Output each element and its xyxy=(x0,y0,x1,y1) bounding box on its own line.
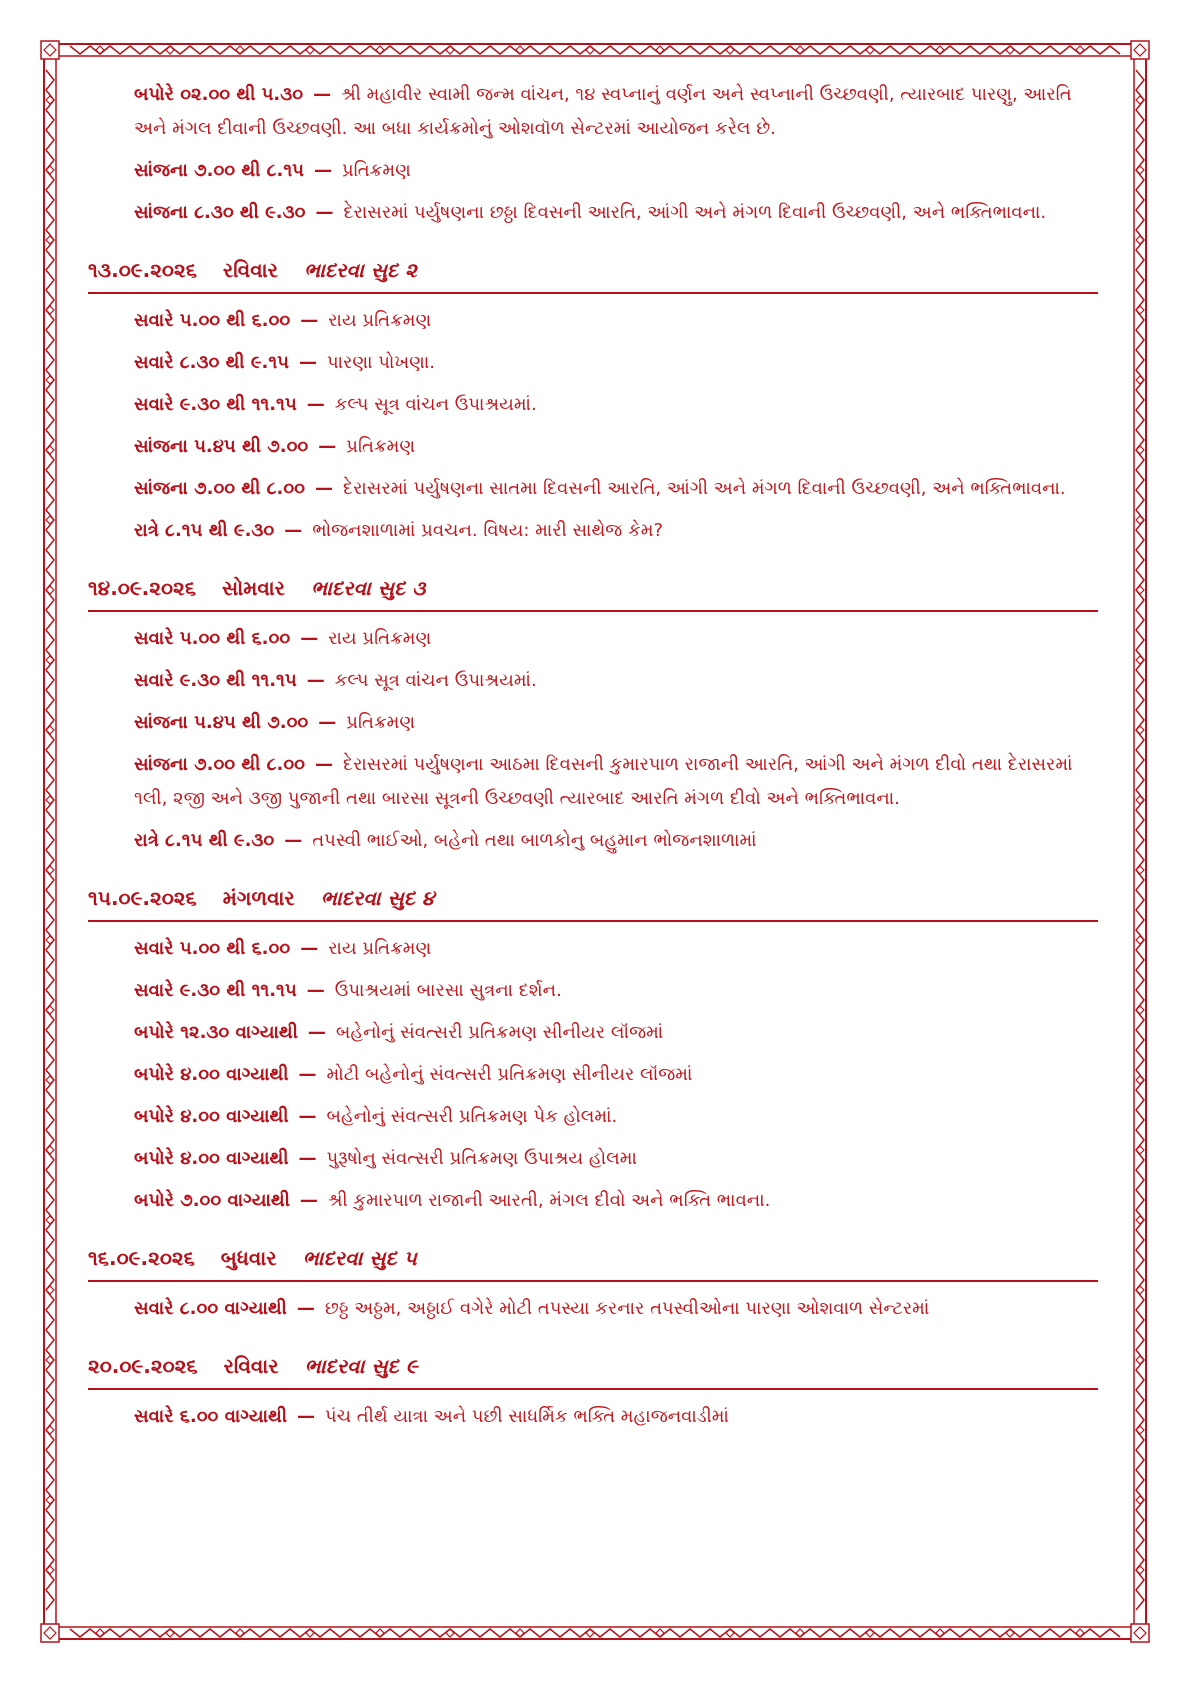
entry-description: દેરાસરમાં પર્યુષણના સાતમા દિવસની આરતિ, આંગી અને મંગળ દિવાની ઉચ્છવણી, અને ભક્તિભાવના. xyxy=(343,478,1066,499)
border-motif xyxy=(1136,446,1144,454)
day-tithi: ભાદરવા સુદ ૩ xyxy=(311,576,426,600)
entry-separator: — xyxy=(300,628,319,649)
schedule-entry xyxy=(88,1016,1098,1050)
schedule-entry xyxy=(88,514,1098,548)
border-motif xyxy=(936,1629,944,1637)
entry-description: કલ્પ સૂત્ર વાંચન ઉપાશ્રયમાં. xyxy=(334,394,537,415)
entry-description: દેરાસરમાં પર્યુષણના છઠ્ઠા દિવસની આરતિ, આંગી અને મંગળ દિવાની ઉચ્છવણી, અને ભક્તિભાવના. xyxy=(343,202,1047,223)
border-motif xyxy=(46,586,54,594)
schedule-entry xyxy=(88,1100,1098,1134)
border-motif xyxy=(866,46,874,54)
day-heading xyxy=(88,1246,1098,1282)
border-motif xyxy=(726,1629,734,1637)
schedule-entry xyxy=(88,974,1098,1008)
entry-separator: — xyxy=(314,160,332,181)
border-motif xyxy=(46,1426,54,1434)
entry-description: છઠ્ઠ અઠ્ઠમ, અઠ્ઠાઈ વગેરે મોટી તપસ્યા કરનાર તપસ્વીઓના પારણા ઓશવાળ સેન્ટરમાં xyxy=(324,1298,930,1319)
border-motif xyxy=(46,306,54,314)
border-motif xyxy=(1136,1006,1144,1014)
schedule-entry xyxy=(88,388,1098,422)
entry-time: સાંજના ૭.૦૦ થી ૮.૧૫ xyxy=(134,160,304,181)
schedule-entry xyxy=(88,1184,1098,1218)
schedule-entry xyxy=(88,622,1098,656)
day-section xyxy=(88,1246,1098,1326)
intro-entries xyxy=(88,78,1098,230)
entry-description: બહેનોનું સંવત્સરી પ્રતિક્રમણ સીનીયર લૉંજમાં xyxy=(335,1022,664,1043)
entry-time: સવારે ૮.૦૦ વાગ્યાથી xyxy=(134,1298,287,1319)
border-motif xyxy=(46,1566,54,1574)
schedule-entry xyxy=(88,472,1098,506)
day-weekday: રવિવાર xyxy=(222,258,278,282)
entry-description: પ્રતિક્રમણ xyxy=(342,160,411,181)
entry-separator: — xyxy=(298,352,317,373)
day-entries xyxy=(88,294,1098,548)
border-motif xyxy=(656,1629,664,1637)
border-motif xyxy=(1076,46,1084,54)
border-motif xyxy=(46,1076,54,1084)
entry-separator: — xyxy=(313,84,332,105)
border-motif xyxy=(46,726,54,734)
border-motif xyxy=(446,1629,454,1637)
border-motif xyxy=(1136,516,1144,524)
entry-description: રાય પ્રતિક્રમણ xyxy=(328,938,432,959)
entry-separator: — xyxy=(315,754,334,775)
entry-time: સવારે ૫.૦૦ થી ૬.૦૦ xyxy=(134,310,291,331)
entry-description: પ્રતિક્રમણ xyxy=(346,712,416,733)
border-motif xyxy=(446,46,454,54)
entry-time: સાંજના ૫.૪૫ થી ૭.૦૦ xyxy=(134,712,309,733)
border-motif xyxy=(866,1629,874,1637)
schedule-entry xyxy=(88,748,1098,816)
day-tithi: ભાદરવા સુદ ૯ xyxy=(304,1354,418,1378)
entry-time: બપોરે ૦૨.૦૦ થી ૫.૩૦ xyxy=(134,84,304,105)
day-weekday: રવિવાર xyxy=(223,1354,279,1378)
schedule-entry xyxy=(88,78,1098,146)
entry-separator: — xyxy=(299,1190,318,1211)
border-motif xyxy=(46,1216,54,1224)
day-entries xyxy=(88,612,1098,858)
border-motif xyxy=(1136,1566,1144,1574)
border-motif xyxy=(376,46,384,54)
day-weekday: મંગળવાર xyxy=(222,886,295,910)
entry-time: બપોરે ૭.૦૦ વાગ્યાથી xyxy=(134,1190,290,1211)
border-motif xyxy=(46,1286,54,1294)
border-motif xyxy=(1136,236,1144,244)
border-motif xyxy=(1136,1356,1144,1364)
border-motif xyxy=(1136,1146,1144,1154)
day-date: ૧૪.૦૯.૨૦૨૬ xyxy=(88,576,196,600)
border-motif xyxy=(46,376,54,384)
border-motif xyxy=(1136,306,1144,314)
border-motif xyxy=(516,46,524,54)
day-tithi: ભાદરવા સુદ ૪ xyxy=(320,886,435,910)
entry-description: ઉપાશ્રયમાં બારસા સુત્રના દર્શન. xyxy=(334,980,562,1001)
entry-time: બપોરે ૪.૦૦ વાગ્યાથી xyxy=(134,1148,289,1169)
entry-description: પ્રતિક્રમણ xyxy=(346,436,416,457)
day-weekday: બુધવાર xyxy=(220,1246,277,1270)
border-motif xyxy=(1006,1629,1014,1637)
border-motif xyxy=(586,46,594,54)
schedule-entry xyxy=(88,196,1098,230)
day-heading xyxy=(88,886,1098,922)
entry-description: શ્રી મહાવીર સ્વામી જન્મ વાંચન, ૧૪ સ્વપ્નાનું વર્ણન અને સ્વપ્નાની ઉચ્છવણી, ત્યારબાદ પારણુ, આરતિ અને મંગલ દીવાની ઉચ્છવણી. આ બધા કાર્યક્રમોનું ઓશવૉળ સેન્ટરમાં આયોજન કરેલ છે. xyxy=(134,84,1072,139)
border-motif xyxy=(1076,1629,1084,1637)
entry-description: શ્રી કુમારપાળ રાજાની આરતી, મંગલ દીવો અને ભક્તિ ભાવના. xyxy=(327,1190,771,1211)
entry-separator: — xyxy=(306,980,325,1001)
entry-time: રાત્રે ૮.૧૫ થી ૯.૩૦ xyxy=(134,830,275,851)
border-motif xyxy=(1136,1496,1144,1504)
entry-time: સવારે ૫.૦૦ થી ૬.૦૦ xyxy=(134,938,291,959)
day-section xyxy=(88,1354,1098,1434)
entry-separator: — xyxy=(306,670,325,691)
entry-time: બપોરે ૪.૦૦ વાગ્યાથી xyxy=(134,1106,289,1127)
entry-description: રાય પ્રતિક્રમણ xyxy=(328,310,432,331)
entry-separator: — xyxy=(298,1064,317,1085)
border-motif xyxy=(46,516,54,524)
border-motif xyxy=(1136,1426,1144,1434)
schedule-entry xyxy=(88,304,1098,338)
entry-description: ભોજનશાળામાં પ્રવચન. વિષય: મારી સાથેજ કેમ? xyxy=(312,520,663,541)
border-motif xyxy=(236,46,244,54)
entry-description: બહેનોનું સંવત્સરી પ્રતિક્રમણ પેક હોલમાં. xyxy=(326,1106,618,1127)
border-motif xyxy=(1136,376,1144,384)
border-motif xyxy=(1136,726,1144,734)
entry-description: દેરાસરમાં પર્યુષણના આઠમા દિવસની કુમારપાળ રાજાની આરતિ, આંગી અને મંગળ દીવો તથા દેરાસરમાં ૧લી, ૨જી અને ૩જી પુજાની તથા બારસા સૂત્રની ઉચ્છવણી ત્યારબાદ આરતિ મંગળ દીવો અને ભક્તિભાવના. xyxy=(134,754,1073,809)
entry-separator: — xyxy=(306,394,325,415)
day-date: ૧૩.૦૯.૨૦૨૬ xyxy=(88,258,197,282)
entry-time: સવારે ૫.૦૦ થી ૬.૦૦ xyxy=(134,628,291,649)
entry-separator: — xyxy=(318,436,337,457)
entry-separator: — xyxy=(300,310,319,331)
border-motif xyxy=(46,1146,54,1154)
border-motif xyxy=(1136,96,1144,104)
day-section xyxy=(88,576,1098,858)
day-entries xyxy=(88,1282,1098,1326)
day-list xyxy=(88,258,1098,1434)
entry-separator: — xyxy=(318,712,337,733)
day-heading xyxy=(88,1354,1098,1390)
schedule-entry xyxy=(88,154,1098,188)
entry-description: પંચ તીર્થ યાત્રા અને પછી સાધર્મિક ભક્તિ મહાજનવાડીમાં xyxy=(324,1406,729,1427)
border-motif xyxy=(46,936,54,944)
entry-description: પુરૂષોનુ સંવત્સરી પ્રતિક્રમણ ઉપાશ્રય હોલમા xyxy=(326,1148,637,1169)
border-motif xyxy=(1136,796,1144,804)
schedule-entry xyxy=(88,664,1098,698)
entry-time: સાંજના ૭.૦૦ થી ૮.૦૦ xyxy=(134,478,306,499)
schedule-content xyxy=(88,78,1098,1444)
schedule-entry xyxy=(88,824,1098,858)
border-motif xyxy=(586,1629,594,1637)
border-motif xyxy=(936,46,944,54)
schedule-entry xyxy=(88,1400,1098,1434)
border-motif xyxy=(46,1006,54,1014)
border-motif xyxy=(166,46,174,54)
border-motif xyxy=(1006,46,1014,54)
entry-separator: — xyxy=(315,202,334,223)
border-motif xyxy=(46,1496,54,1504)
border-motif xyxy=(306,46,314,54)
entry-separator: — xyxy=(296,1406,315,1427)
day-weekday: સોમવાર xyxy=(222,576,286,600)
border-motif xyxy=(46,446,54,454)
day-tithi: ભાદરવા સુદ ૨ xyxy=(303,258,417,282)
border-motif xyxy=(96,46,104,54)
entry-separator: — xyxy=(284,830,303,851)
entry-time: સવારે ૯.૩૦ થી ૧૧.૧૫ xyxy=(134,980,297,1001)
day-heading xyxy=(88,576,1098,612)
entry-time: રાત્રે ૮.૧૫ થી ૯.૩૦ xyxy=(134,520,275,541)
entry-separator: — xyxy=(298,1148,317,1169)
border-motif xyxy=(1136,1286,1144,1294)
day-entries xyxy=(88,1390,1098,1434)
border-motif xyxy=(796,46,804,54)
border-motif xyxy=(796,1629,804,1637)
entry-description: પારણા પોખણા. xyxy=(326,352,435,373)
entry-time: સાંજના ૮.૩૦ થી ૯.૩૦ xyxy=(134,202,306,223)
entry-time: સવારે ૯.૩૦ થી ૧૧.૧૫ xyxy=(134,394,297,415)
border-motif xyxy=(46,796,54,804)
border-motif xyxy=(46,1356,54,1364)
day-entries xyxy=(88,922,1098,1218)
entry-separator: — xyxy=(298,1106,317,1127)
entry-description: મોટી બહેનોનું સંવત્સરી પ્રતિક્રમણ સીનીયર લૉંજમાં xyxy=(326,1064,693,1085)
border-motif xyxy=(1136,586,1144,594)
border-zigzag xyxy=(46,70,54,1610)
entry-time: બપોરે ૪.૦૦ વાગ્યાથી xyxy=(134,1064,289,1085)
border-motif xyxy=(46,236,54,244)
border-motif xyxy=(166,1629,174,1637)
entry-separator: — xyxy=(315,478,334,499)
entry-description: રાય પ્રતિક્રમણ xyxy=(328,628,432,649)
schedule-entry xyxy=(88,1292,1098,1326)
entry-separator: — xyxy=(296,1298,315,1319)
border-motif xyxy=(1136,166,1144,174)
border-motif xyxy=(1136,866,1144,874)
border-motif xyxy=(656,46,664,54)
day-section xyxy=(88,258,1098,548)
border-motif xyxy=(1136,1216,1144,1224)
border-zigzag xyxy=(1136,70,1144,1610)
border-motif xyxy=(726,46,734,54)
entry-time: સવારે ૬.૦૦ વાગ્યાથી xyxy=(134,1406,287,1427)
entry-description: કલ્પ સૂત્ર વાંચન ઉપાશ્રયમાં. xyxy=(334,670,537,691)
border-motif xyxy=(96,1629,104,1637)
schedule-entry xyxy=(88,932,1098,966)
border-motif xyxy=(46,96,54,104)
schedule-entry xyxy=(88,1142,1098,1176)
schedule-entry xyxy=(88,1058,1098,1092)
entry-time: સાંજના ૭.૦૦ થી ૮.૦૦ xyxy=(134,754,306,775)
schedule-entry xyxy=(88,346,1098,380)
border-motif xyxy=(516,1629,524,1637)
entry-description: તપસ્વી ભાઈઓ, બહેનો તથા બાળકોનુ બહુમાન ભોજનશાળામાં xyxy=(312,830,757,851)
border-zigzag xyxy=(70,1629,1120,1637)
day-date: ૧૫.૦૯.૨૦૨૬ xyxy=(88,886,197,910)
entry-time: સવારે ૮.૩૦ થી ૯.૧૫ xyxy=(134,352,289,373)
schedule-entry xyxy=(88,430,1098,464)
schedule-entry xyxy=(88,706,1098,740)
entry-time: બપોરે ૧૨.૩૦ વાગ્યાથી xyxy=(134,1022,298,1043)
entry-separator: — xyxy=(307,1022,326,1043)
entry-separator: — xyxy=(284,520,303,541)
border-zigzag xyxy=(70,46,1120,54)
day-heading xyxy=(88,258,1098,294)
day-date: ૨૦.૦૯.૨૦૨૬ xyxy=(88,1354,198,1378)
border-motif xyxy=(306,1629,314,1637)
border-motif xyxy=(1136,1076,1144,1084)
border-motif xyxy=(236,1629,244,1637)
entry-time: સાંજના ૫.૪૫ થી ૭.૦૦ xyxy=(134,436,309,457)
border-motif xyxy=(46,866,54,874)
entry-time: સવારે ૯.૩૦ થી ૧૧.૧૫ xyxy=(134,670,297,691)
day-tithi: ભાદરવા સુદ ૫ xyxy=(302,1246,417,1270)
day-section xyxy=(88,886,1098,1218)
border-motif xyxy=(46,166,54,174)
border-motif xyxy=(1136,936,1144,944)
border-motif xyxy=(1136,656,1144,664)
entry-separator: — xyxy=(300,938,319,959)
border-motif xyxy=(376,1629,384,1637)
border-motif xyxy=(46,656,54,664)
day-date: ૧૬.૦૯.૨૦૨૬ xyxy=(88,1246,195,1270)
